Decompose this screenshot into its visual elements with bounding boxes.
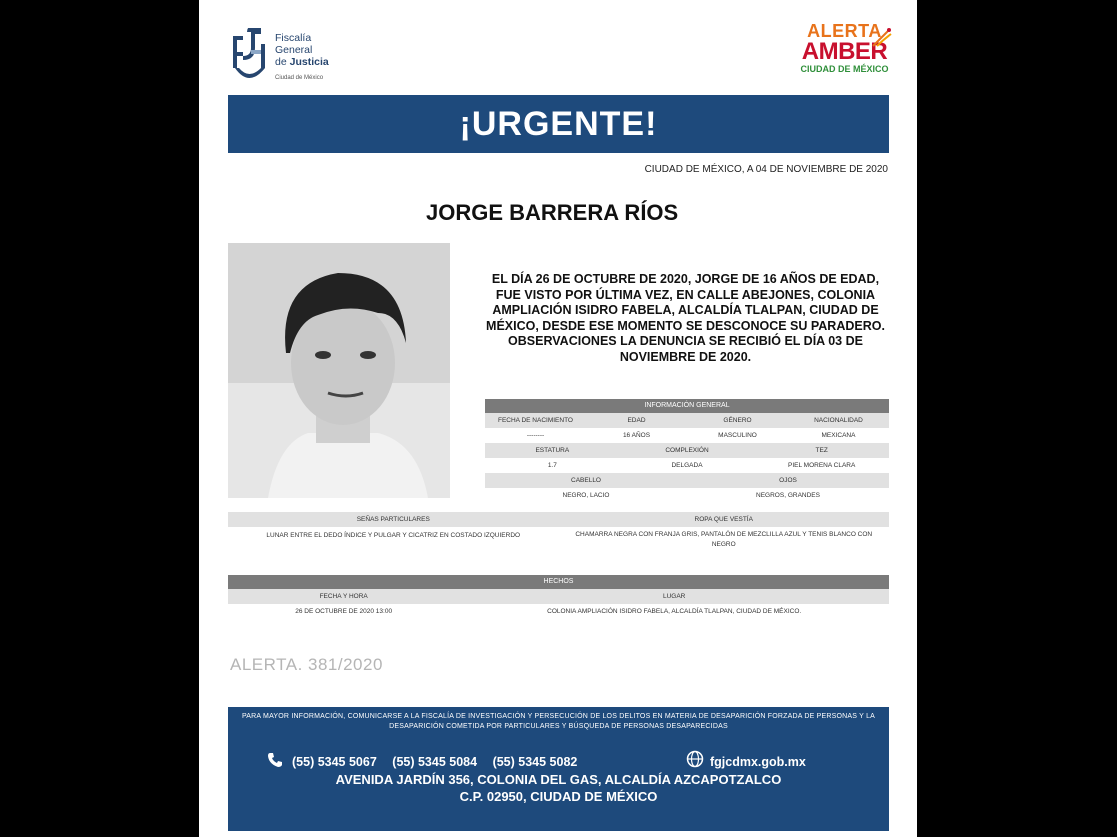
- issue-date: CIUDAD DE MÉXICO, A 04 DE NOVIEMBRE DE 2020: [644, 164, 888, 175]
- info-value-cell: 1.7: [547, 462, 557, 469]
- info-value-cell: NEGROS, GRANDES: [756, 492, 820, 499]
- footer-intro: PARA MAYOR INFORMACIÓN, COMUNICARSE A LA FISCALÍA DE INVESTIGACIÓN Y PERSECUCIÓN DE LOS DELITOS EN MATERIA DE DESAPARICIÓN FORZADA DE PERSONAS Y LA DESAPARICIÓN COMETIDA POR PARTICULARES Y BÚSQUEDA DE PERSONAS DESAPARECIDAS: [241, 713, 876, 730]
- phone-number[interactable]: (55) 5345 5082: [492, 755, 578, 769]
- info-header-cell: GÉNERO: [687, 413, 788, 428]
- alert-number: ALERTA. 381/2020: [230, 655, 383, 674]
- features-value-cell: LUNAR ENTRE EL DEDO ÍNDICE Y PULGAR Y CICATRIZ EN COSTADO IZQUIERDO: [266, 532, 521, 539]
- fgj-logo-text: [275, 32, 329, 84]
- contact-footer: [228, 707, 889, 831]
- info-value-cell: 16 AÑOS: [622, 432, 651, 439]
- info-header-cell: NACIONALIDAD: [788, 413, 889, 428]
- features-header-cell: SEÑAS PARTICULARES: [228, 512, 559, 527]
- fgj-subtitle: Ciudad de México: [275, 75, 324, 81]
- info-header-cell: CABELLO: [485, 473, 687, 488]
- info-value-cell: MASCULINO: [718, 432, 757, 439]
- info-header-cell: TEZ: [754, 443, 889, 458]
- address-line2: C.P. 02950, CIUDAD DE MÉXICO: [459, 789, 658, 804]
- features-header-cell: ROPA QUE VESTÍA: [559, 512, 890, 527]
- alert-poster: [199, 0, 917, 837]
- phone-number[interactable]: (55) 5345 5084: [392, 755, 478, 769]
- fgj-line3-bold: Justicia: [289, 56, 329, 68]
- phone-icon: [266, 751, 284, 769]
- globe-icon: [686, 750, 704, 768]
- facts-value-cell: 26 DE OCTUBRE DE 2020 13:00: [295, 608, 393, 615]
- fgj-line2: General: [275, 44, 313, 56]
- amber-line1: ALERTA: [807, 21, 882, 41]
- amber-waves-icon: [871, 26, 893, 48]
- info-header-cell: EDAD: [586, 413, 687, 428]
- info-value-cell: DELGADA: [671, 462, 703, 469]
- info-value-cell: MEXICANA: [821, 432, 856, 439]
- general-info-title: INFORMACIÓN GENERAL: [485, 399, 889, 413]
- fgj-line3-pre: de: [275, 56, 287, 68]
- footer-website[interactable]: fgjcdmx.gob.mx: [710, 755, 806, 769]
- info-value-cell: NEGRO, LACIO: [562, 492, 610, 499]
- info-header-cell: ESTATURA: [485, 443, 620, 458]
- fgj-line1: Fiscalía: [275, 32, 312, 44]
- fgj-logo-icon: [229, 28, 269, 84]
- general-info-table: [485, 399, 889, 503]
- case-description: EL DÍA 26 DE OCTUBRE DE 2020, JORGE DE 16 AÑOS DE EDAD, FUE VISTO POR ÚLTIMA VEZ, EN CALLE ABEJONES, COLONIA AMPLIACIÓN ISIDRO FABELA, ALCALDÍA TLALPAN, CIUDAD DE MÉXICO, DESDE ESE MOMENTO SE DESCONOCE SU PARADERO. OBSERVACIONES LA DENUNCIA SE RECIBIÓ EL DÍA 03 DE NOVIEMBRE DE 2020.: [486, 272, 885, 364]
- amber-line2: AMBER: [801, 38, 888, 65]
- footer-address: [228, 771, 889, 805]
- facts-title: HECHOS: [228, 575, 889, 589]
- missing-person-photo: [228, 243, 450, 498]
- info-header-cell: FECHA DE NACIMIENTO: [485, 413, 586, 428]
- info-value-cell: PIEL MORENA CLARA: [788, 462, 856, 469]
- info-value-cell: --------: [526, 432, 545, 439]
- facts-header-cell: LUGAR: [459, 589, 889, 604]
- facts-table: [228, 575, 889, 619]
- amber-line3: CIUDAD DE MÉXICO: [800, 64, 889, 74]
- phone-number[interactable]: (55) 5345 5067: [292, 755, 377, 769]
- footer-phones: [292, 755, 589, 769]
- facts-header-cell: FECHA Y HORA: [228, 589, 459, 604]
- info-header-cell: OJOS: [687, 473, 889, 488]
- facts-value-cell: COLONIA AMPLIACIÓN ISIDRO FABELA, ALCALDÍA TLALPAN, CIUDAD DE MÉXICO.: [547, 608, 802, 615]
- urgent-banner: ¡URGENTE!: [228, 95, 889, 153]
- address-line1: AVENIDA JARDÍN 356, COLONIA DEL GAS, ALCALDÍA AZCAPOTZALCO: [335, 772, 782, 787]
- info-header-cell: COMPLEXIÓN: [620, 443, 755, 458]
- features-table: [228, 512, 889, 553]
- missing-person-name: JORGE BARRERA RÍOS: [426, 200, 679, 225]
- features-value-cell: CHAMARRA NEGRA CON FRANJA GRIS, PANTALÓN DE MEZCLILLA AZUL Y TENIS BLANCO CON NEGRO: [575, 531, 873, 548]
